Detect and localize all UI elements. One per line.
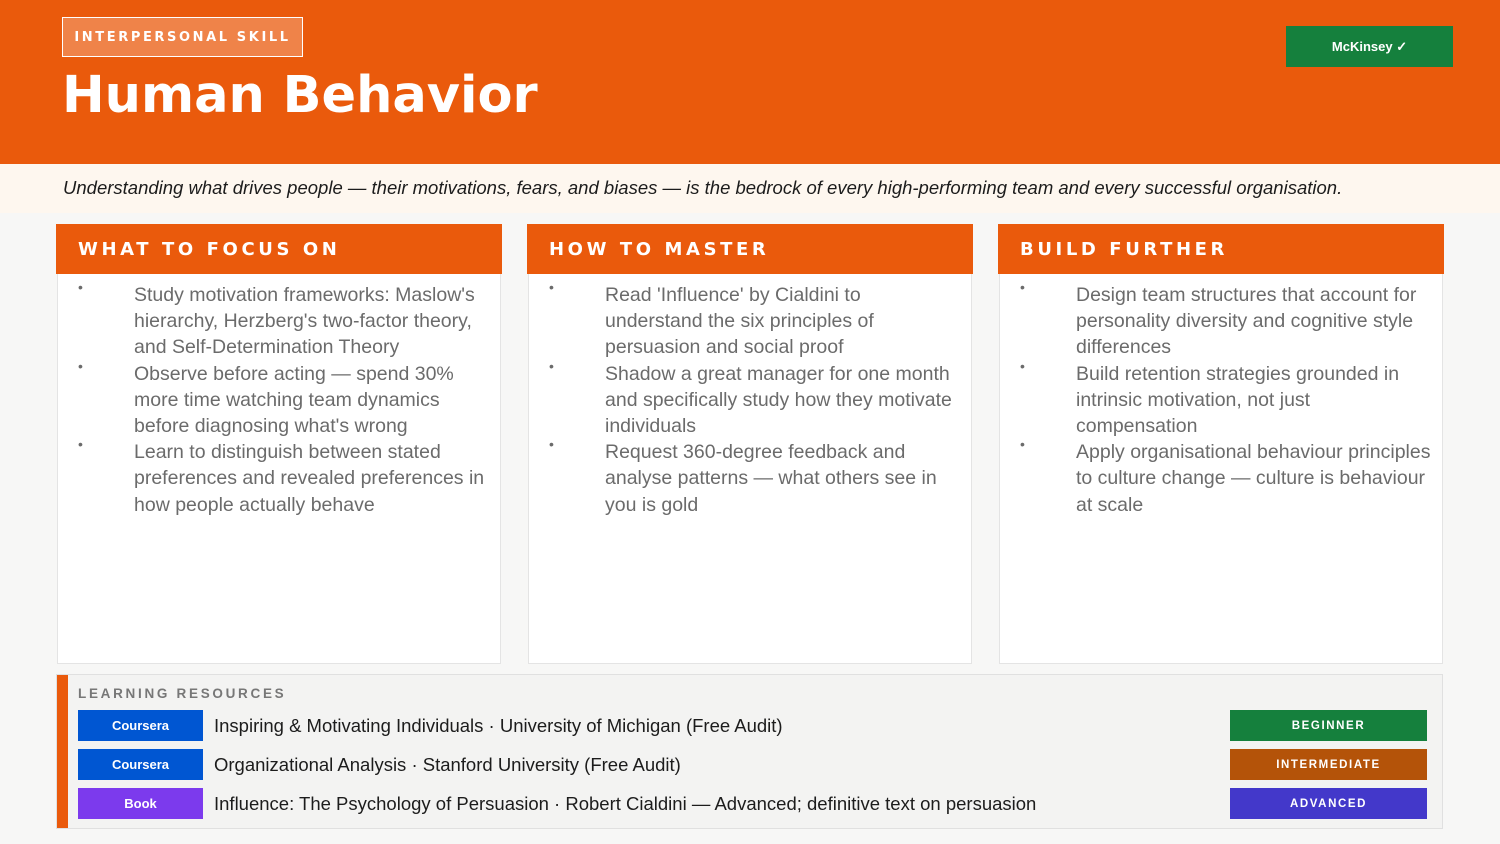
column-body [57, 274, 501, 664]
column-body [999, 274, 1443, 664]
list-item [1000, 279, 1442, 361]
list-item-text: Request 360-degree feedback and analyse patterns — what others see in you is gold [605, 441, 937, 516]
list-item [529, 357, 971, 440]
list-item [1000, 436, 1442, 518]
bullet-icon: • [78, 279, 83, 295]
list-item-text: Observe before acting — spend 30% more time watching team dynamics before diagnosing what's wrong [134, 362, 454, 438]
page-subtitle: Understanding what drives people — their motivations, fears, and biases — is the bedrock of every high-performing team and every successful organisation. [63, 177, 1343, 198]
bullet-icon: • [78, 436, 83, 453]
bullet-icon: • [549, 279, 554, 295]
level-badge: INTERMEDIATE [1230, 749, 1427, 780]
resource-source-tag: Coursera [78, 710, 203, 741]
resource-row [78, 788, 1428, 819]
list-item [529, 279, 971, 361]
list-item [58, 279, 500, 361]
column-heading: WHAT TO FOCUS ON [56, 224, 502, 274]
column-what-to-focus-on [56, 224, 502, 664]
list-item [529, 436, 971, 518]
accent-bar [57, 675, 68, 828]
bullet-icon: • [549, 357, 554, 374]
resource-row [78, 710, 1428, 741]
resource-source-tag: Book [78, 788, 203, 819]
list-item [1000, 357, 1442, 440]
bullet-icon: • [1020, 436, 1025, 453]
level-badge: ADVANCED [1230, 788, 1427, 819]
mckinsey-badge: McKinsey ✓ [1286, 26, 1453, 67]
resource-title: Organizational Analysis · Stanford University (Free Audit) [214, 754, 681, 775]
bullet-icon: • [549, 436, 554, 453]
resource-title: Inspiring & Motivating Individuals · University of Michigan (Free Audit) [214, 715, 783, 736]
bullet-icon: • [1020, 357, 1025, 374]
column-heading: BUILD FURTHER [998, 224, 1444, 274]
list-item-text: Read 'Influence' by Cialdini to understand the six principles of persuasion and social proof [605, 284, 874, 359]
resource-source-tag: Coursera [78, 749, 203, 780]
list-item-text: Design team structures that account for personality diversity and cognitive style differences [1076, 284, 1417, 359]
column-how-to-master [527, 224, 973, 664]
header-banner [0, 0, 1500, 164]
column-build-further [998, 224, 1444, 664]
page-title: Human Behavior [62, 66, 538, 125]
column-body [528, 274, 972, 664]
category-tag: INTERPERSONAL SKILL [62, 17, 303, 57]
level-badge: BEGINNER [1230, 710, 1427, 741]
list-item-text: Shadow a great manager for one month and specifically study how they motivate individuals [605, 362, 952, 438]
bullet-icon: • [78, 357, 83, 374]
list-item-text: Build retention strategies grounded in intrinsic motivation, not just compensation [1076, 362, 1400, 438]
column-heading: HOW TO MASTER [527, 224, 973, 274]
list-item-text: Study motivation frameworks: Maslow's hierarchy, Herzberg's two-factor theory, and Self-Determination Theory [134, 284, 475, 359]
resource-title: Influence: The Psychology of Persuasion · Robert Cialdini — Advanced; definitive text on persuasion [214, 793, 1037, 814]
bullet-icon: • [1020, 279, 1025, 295]
resources-heading: LEARNING RESOURCES [78, 686, 287, 701]
learning-resources-panel [56, 674, 1443, 829]
list-item-text: Learn to distinguish between stated preferences and revealed preferences in how people actually behave [134, 441, 485, 516]
list-item-text: Apply organisational behaviour principles to culture change — culture is behaviour at scale [1076, 441, 1431, 516]
list-item [58, 357, 500, 440]
resource-row [78, 749, 1428, 780]
list-item [58, 436, 500, 518]
